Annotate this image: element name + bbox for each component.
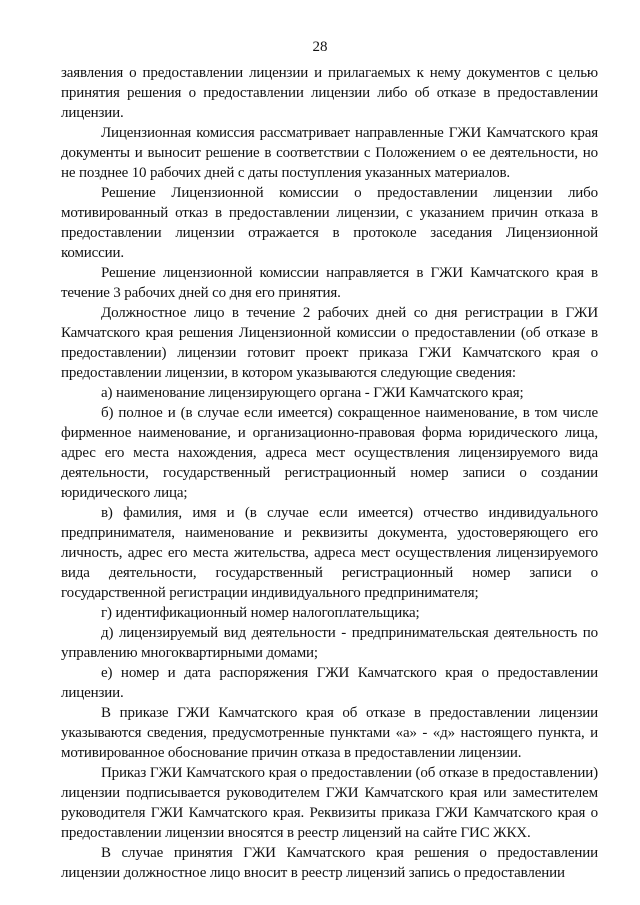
paragraph-commission-review: Лицензионная комиссия рассматривает направленные ГЖИ Камчатского края документы и выносит решение в соответствии с Положением о ее деятельности, но не позднее 10 рабочих дней с даты поступления указанных материалов. — [61, 125, 598, 181]
list-item-v: в) фамилия, имя и (в случае если имеется) отчество индивидуального предпринимателя, наименование и реквизиты документа, удостоверяющего его личность, адрес его места жительства, адреса мест осуществления лицензируемого вида деятельности, государственный регистрационный номер записи о государственной регистрации индивидуального предпринимателя; — [61, 505, 598, 601]
paragraph-continuation: заявления о предоставлении лицензии и прилагаемых к нему документов с целью принятия решения о предоставлении лицензии либо об отказе в предоставлении лицензии. — [61, 65, 598, 121]
paragraph-decision-sending: Решение лицензионной комиссии направляется в ГЖИ Камчатского края в течение 3 рабочих дней со дня его принятия. — [61, 265, 598, 301]
document-body — [61, 63, 598, 883]
paragraph-order-signing: Приказ ГЖИ Камчатского края о предоставлении (об отказе в предоставлении) лицензии подписывается руководителем ГЖИ Камчатского края или заместителем руководителя ГЖИ Камчатского края. Реквизиты приказа ГЖИ Камчатского края о предоставлении лицензии вносятся в реестр лицензий на сайте ГИС ЖКХ. — [61, 765, 598, 841]
list-item-a: а) наименование лицензирующего органа - ГЖИ Камчатского края; — [101, 385, 524, 401]
page-number: 28 — [312, 39, 328, 55]
list-item-b: б) полное и (в случае если имеется) сокращенное наименование, в том числе фирменное наименование, и организационно-правовая форма юридического лица, адрес его места нахождения, адреса мест осуществления лицензируемого вида деятельности, государственный регистрационный номер записи о создании юридического лица; — [61, 405, 598, 501]
paragraph-order-draft: Должностное лицо в течение 2 рабочих дней со дня регистрации в ГЖИ Камчатского края решения Лицензионной комиссии о предоставлении (об отказе в предоставлении) лицензии готовит проект приказа ГЖИ Камчатского края о предоставлении лицензии, в котором указываются следующие сведения: — [61, 305, 598, 381]
list-item-d: д) лицензируемый вид деятельности - предпринимательская деятельность по управлению многоквартирными домами; — [61, 625, 598, 661]
paragraph-refusal-order: В приказе ГЖИ Камчатского края об отказе в предоставлении лицензии указываются сведения, предусмотренные пунктами «а» - «д» настоящего пункта, и мотивированное обоснование причин отказа в предоставлении лицензии. — [61, 705, 598, 761]
list-item-e: е) номер и дата распоряжения ГЖИ Камчатского края о предоставлении лицензии. — [61, 665, 598, 701]
list-item-g: г) идентификационный номер налогоплательщика; — [101, 605, 420, 621]
paragraph-commission-decision: Решение Лицензионной комиссии о предоставлении лицензии либо мотивированный отказ в предоставлении лицензии, с указанием причин отказа в предоставлении лицензии отражается в протоколе заседания Лицензионной комиссии. — [61, 185, 598, 261]
paragraph-registry-entry: В случае принятия ГЖИ Камчатского края решения о предоставлении лицензии должностное лицо вносит в реестр лицензий запись о предоставлении — [61, 845, 598, 881]
